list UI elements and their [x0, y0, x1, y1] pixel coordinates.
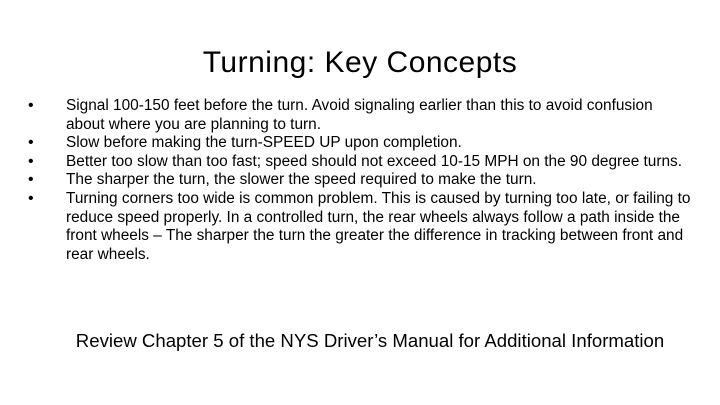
bullet-text: Slow before making the turn-SPEED UP upon completion.: [66, 134, 462, 152]
bullet-item: [28, 171, 694, 190]
bullet-item: [28, 134, 694, 153]
bullet-icon: •: [28, 134, 34, 152]
slide-title: Turning: Key Concepts: [202, 46, 518, 79]
bullet-text: Better too slow than too fast; speed should not exceed 10-15 MPH on the 90 degree turns.: [66, 152, 683, 170]
slide-footer: Review Chapter 5 of the NYS Driver’s Manual for Additional Information: [75, 330, 665, 351]
bullet-text: Turning corners too wide is common problem. This is caused by turning too late, or failing to reduce speed properly. In a controlled turn, the rear wheels always follow a path inside the front wheels – The sharper the turn the greater the difference in tracking between front and rear wheels.: [66, 189, 691, 263]
bullet-text: Signal 100-150 feet before the turn. Avoid signaling earlier than this to avoid confusion about where you are planning to turn.: [66, 97, 653, 133]
bullet-item: [28, 152, 694, 172]
bullet-icon: •: [28, 97, 34, 114]
bullet-item: [28, 189, 694, 264]
bullet-icon: •: [28, 189, 34, 207]
bullet-list: [28, 97, 694, 264]
bullet-text: The sharper the turn, the slower the speed required to make the turn.: [66, 171, 537, 189]
bullet-item: [28, 97, 694, 134]
bullet-icon: •: [28, 171, 34, 189]
bullet-icon: •: [28, 152, 34, 170]
